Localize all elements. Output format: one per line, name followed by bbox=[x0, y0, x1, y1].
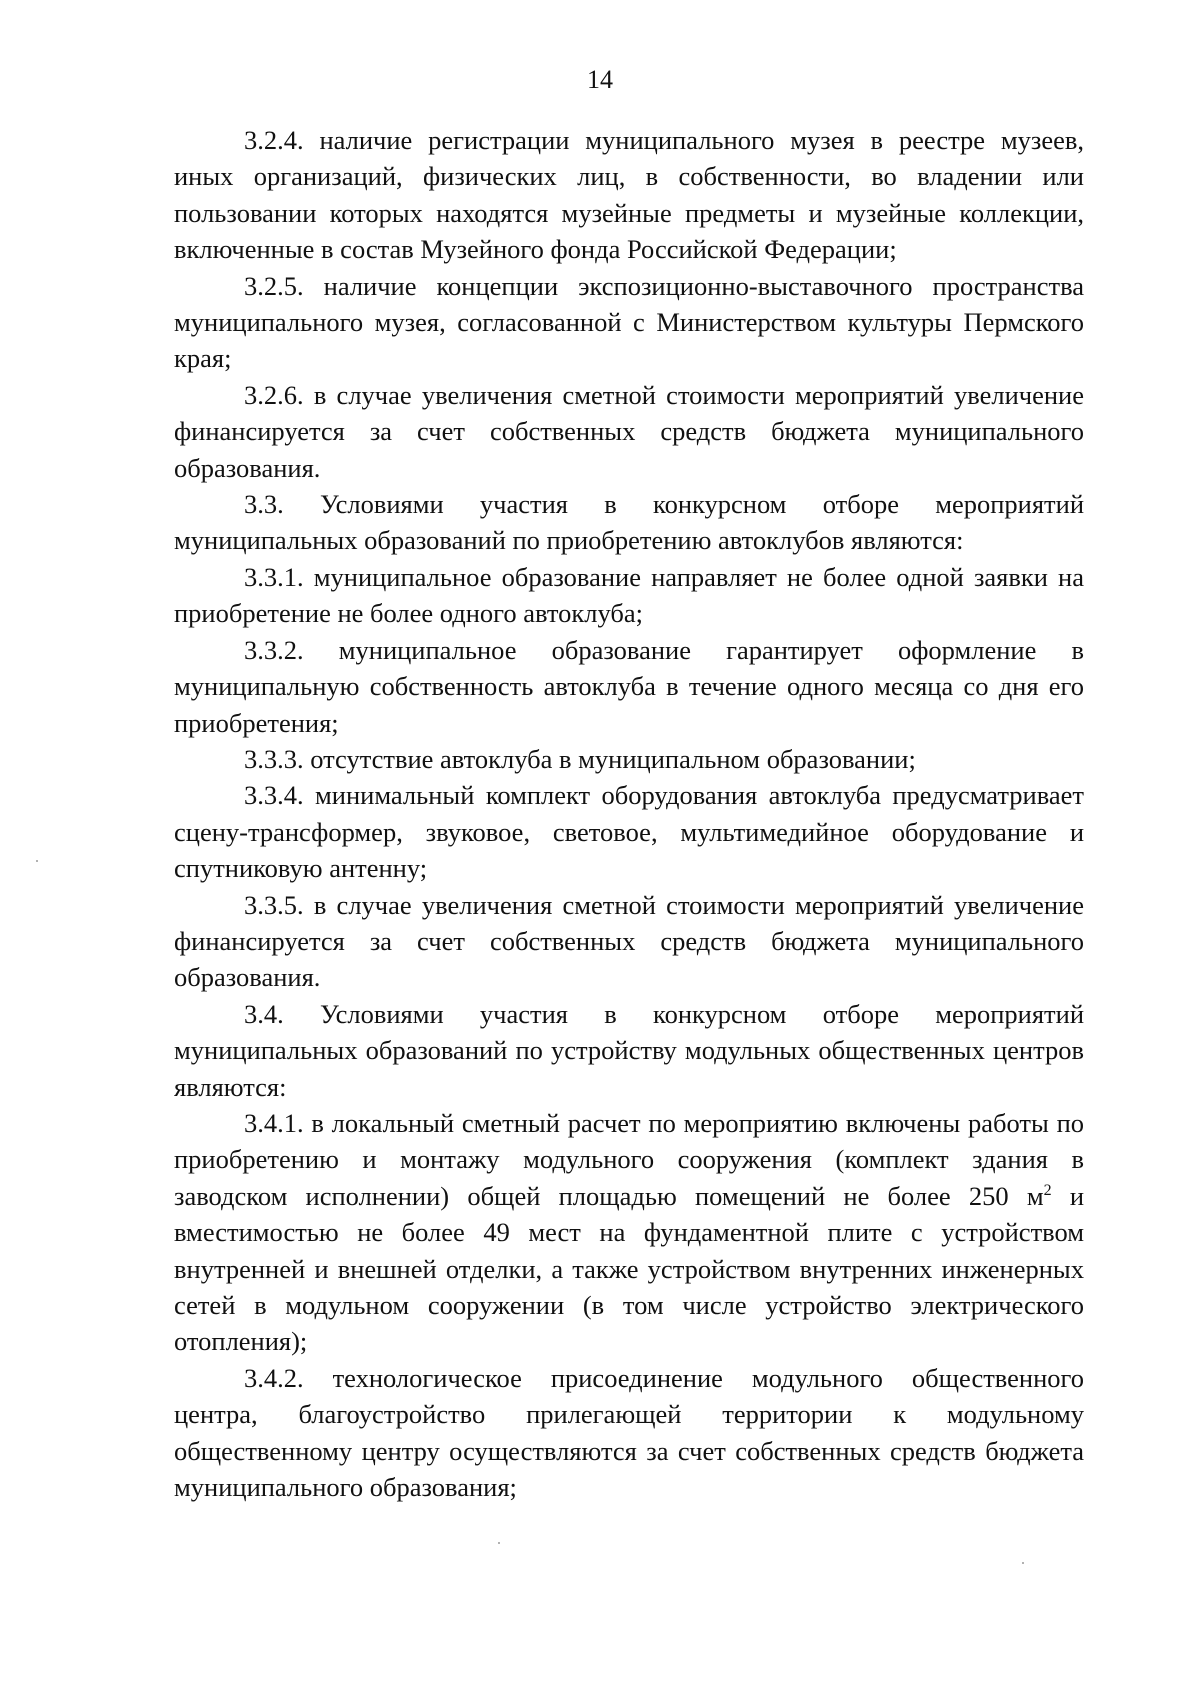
paragraph-3-4-1-text-after: и вместимостью не более 49 мест на фундаментной плите с устройством внутренней и внешней отделки, а также устройством внутренних инженерных сетей в модульном сооружении (в том числе устройство электрического отопления); bbox=[174, 1180, 1084, 1357]
scan-speck bbox=[36, 860, 38, 862]
page-number: 14 bbox=[587, 65, 613, 94]
paragraph-3-3-2: 3.3.2. муниципальное образование гарантирует оформление в муниципальную собственность автоклуба в течение одного месяца со дня его приобретения; bbox=[174, 634, 1084, 738]
paragraph-3-4-2: 3.4.2. технологическое присоединение модульного общественного центра, благоустройство прилегающей территории к модульному общественному центру осуществляются за счет собственных средств бюджета муниципального образования; bbox=[174, 1362, 1084, 1503]
scan-speck bbox=[498, 1542, 500, 1544]
paragraph-3-2-5: 3.2.5. наличие концепции экспозиционно-выставочного пространства муниципального музея, согласованной с Министерством культуры Пермского края; bbox=[174, 270, 1084, 374]
paragraph-3-2-6: 3.2.6. в случае увеличения сметной стоимости мероприятий увеличение финансируется за счет собственных средств бюджета муниципального образования. bbox=[174, 379, 1084, 483]
paragraph-3-3-5: 3.3.5. в случае увеличения сметной стоимости мероприятий увеличение финансируется за счет собственных средств бюджета муниципального образования. bbox=[174, 889, 1084, 993]
paragraph-3-3-3: 3.3.3. отсутствие автоклуба в муниципальном образовании; bbox=[244, 743, 916, 774]
paragraph-3-4-1-text-before: 3.4.1. в локальный сметный расчет по мероприятию включены работы по приобретению и монтажу модульного сооружения (комплект здания в заводском исполнении) общей площадью помещений не более 250 м bbox=[174, 1107, 1084, 1211]
paragraph-3-3: 3.3. Условиями участия в конкурсном отборе мероприятий муниципальных образований по приобретению автоклубов являются: bbox=[174, 489, 1084, 556]
paragraph-3-4: 3.4. Условиями участия в конкурсном отборе мероприятий муниципальных образований по устройству модульных общественных центров являются: bbox=[174, 998, 1084, 1102]
scan-speck bbox=[1022, 1562, 1024, 1564]
paragraph-3-3-4: 3.3.4. минимальный комплект оборудования автоклуба предусматривает сцену-трансформер, звуковое, световое, мультимедийное оборудование и спутниковую антенну; bbox=[174, 780, 1084, 884]
paragraph-3-3-1: 3.3.1. муниципальное образование направляет не более одной заявки на приобретение не более одного автоклуба; bbox=[174, 561, 1084, 629]
paragraph-3-2-4: 3.2.4. наличие регистрации муниципального музея в реестре музеев, иных организаций, физических лиц, в собственности, во владении или пользовании которых находятся музейные предметы и музейные коллекции, включенные в состав Музейного фонда Российской Федерации; bbox=[174, 125, 1084, 265]
area-unit-superscript: 2 bbox=[1043, 1181, 1052, 1199]
document-body bbox=[174, 122, 1084, 1505]
paragraph-3-4-1 bbox=[174, 1105, 1084, 1360]
